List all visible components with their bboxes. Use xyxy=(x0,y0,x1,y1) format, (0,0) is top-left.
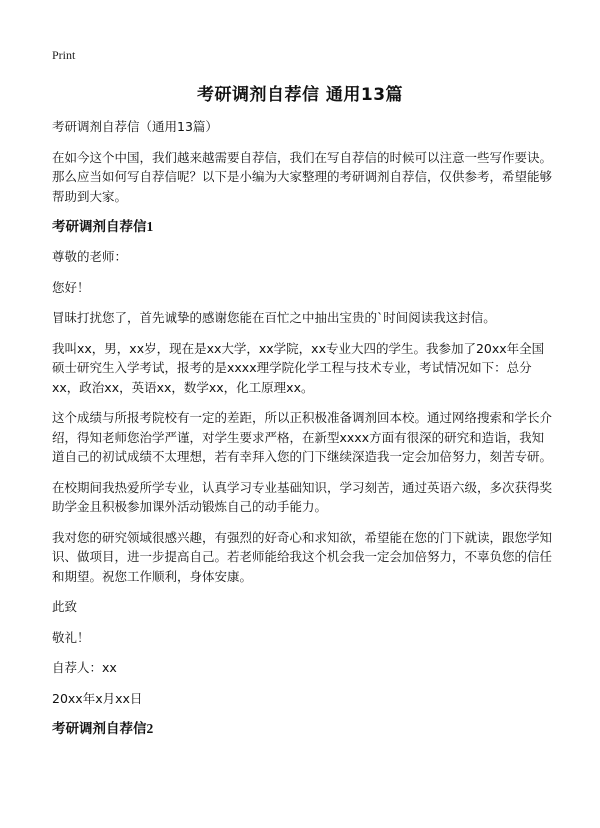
letter-1-paragraph: 这个成绩与所报考院校有一定的差距，所以正积极准备调剂回本校。通过网络搜索和学长介绍，得知老师您治学严谨，对学生要求严格，在新型xxxx方面有很深的研究和造诣，我知道自己的初试成绩不太理想，若有幸拜入您的门下继续深造我一定会加倍努力，刻苦专研。 xyxy=(52,410,553,464)
letter-1-date: 20xx年x月xx日 xyxy=(52,690,143,706)
document-subtitle: 考研调剂自荐信（通用13篇） xyxy=(52,119,218,134)
letter-1-greeting: 您好！ xyxy=(52,279,90,295)
letter-1-salutation: 尊敬的老师： xyxy=(52,249,128,264)
letter-2-heading: 考研调剂自荐信2 xyxy=(52,721,154,736)
letter-1-paragraph: 我叫xx，男，xx岁，现在是xx大学，xx学院，xx专业大四的学生。我参加了20xx年全国硕士研究生入学考试，报考的是xxxx理学院化学工程与技术专业，考试情况如下：总分xx，政治xx，英语xx，数学xx，化工原理xx。 xyxy=(52,340,545,395)
letter-1-paragraph: 我对您的研究领域很感兴趣，有强烈的好奇心和求知欲，希望能在您的门下就读，跟您学知识、做项目，进一步提高自己。若老师能给我这个机会我一定会加倍努力，不辜负您的信任和期望。祝您工作顺利，身体安康。 xyxy=(52,529,553,584)
letter-1-closing: 此致 xyxy=(52,599,78,614)
intro-paragraph: 在如今这个中国，我们越来越需要自荐信，我们在写自荐信的时候可以注意一些写作要诀。那么应当如何写自荐信呢？以下是小编为大家整理的考研调剂自荐信，仅供参考，希望能够帮助到大家。 xyxy=(52,149,553,204)
letter-1-paragraph: 冒昧打扰您了，首先诚挚的感谢您能在百忙之中抽出宝贵的`时间阅读我这封信。 xyxy=(52,310,496,325)
page-title: 考研调剂自荐信 通用13篇 xyxy=(196,85,404,105)
letter-1-heading: 考研调剂自荐信1 xyxy=(52,219,154,234)
print-link[interactable]: Print xyxy=(52,48,76,62)
letter-1-paragraph: 在校期间我热爱所学专业，认真学习专业基础知识，学习刻苦，通过英语六级，多次获得奖助学金且积极参加课外活动锻炼自己的动手能力。 xyxy=(52,479,553,514)
letter-1-signature: 自荐人：xx xyxy=(52,660,117,675)
document-body xyxy=(52,117,554,749)
letter-1-regards: 敬礼！ xyxy=(52,629,90,645)
